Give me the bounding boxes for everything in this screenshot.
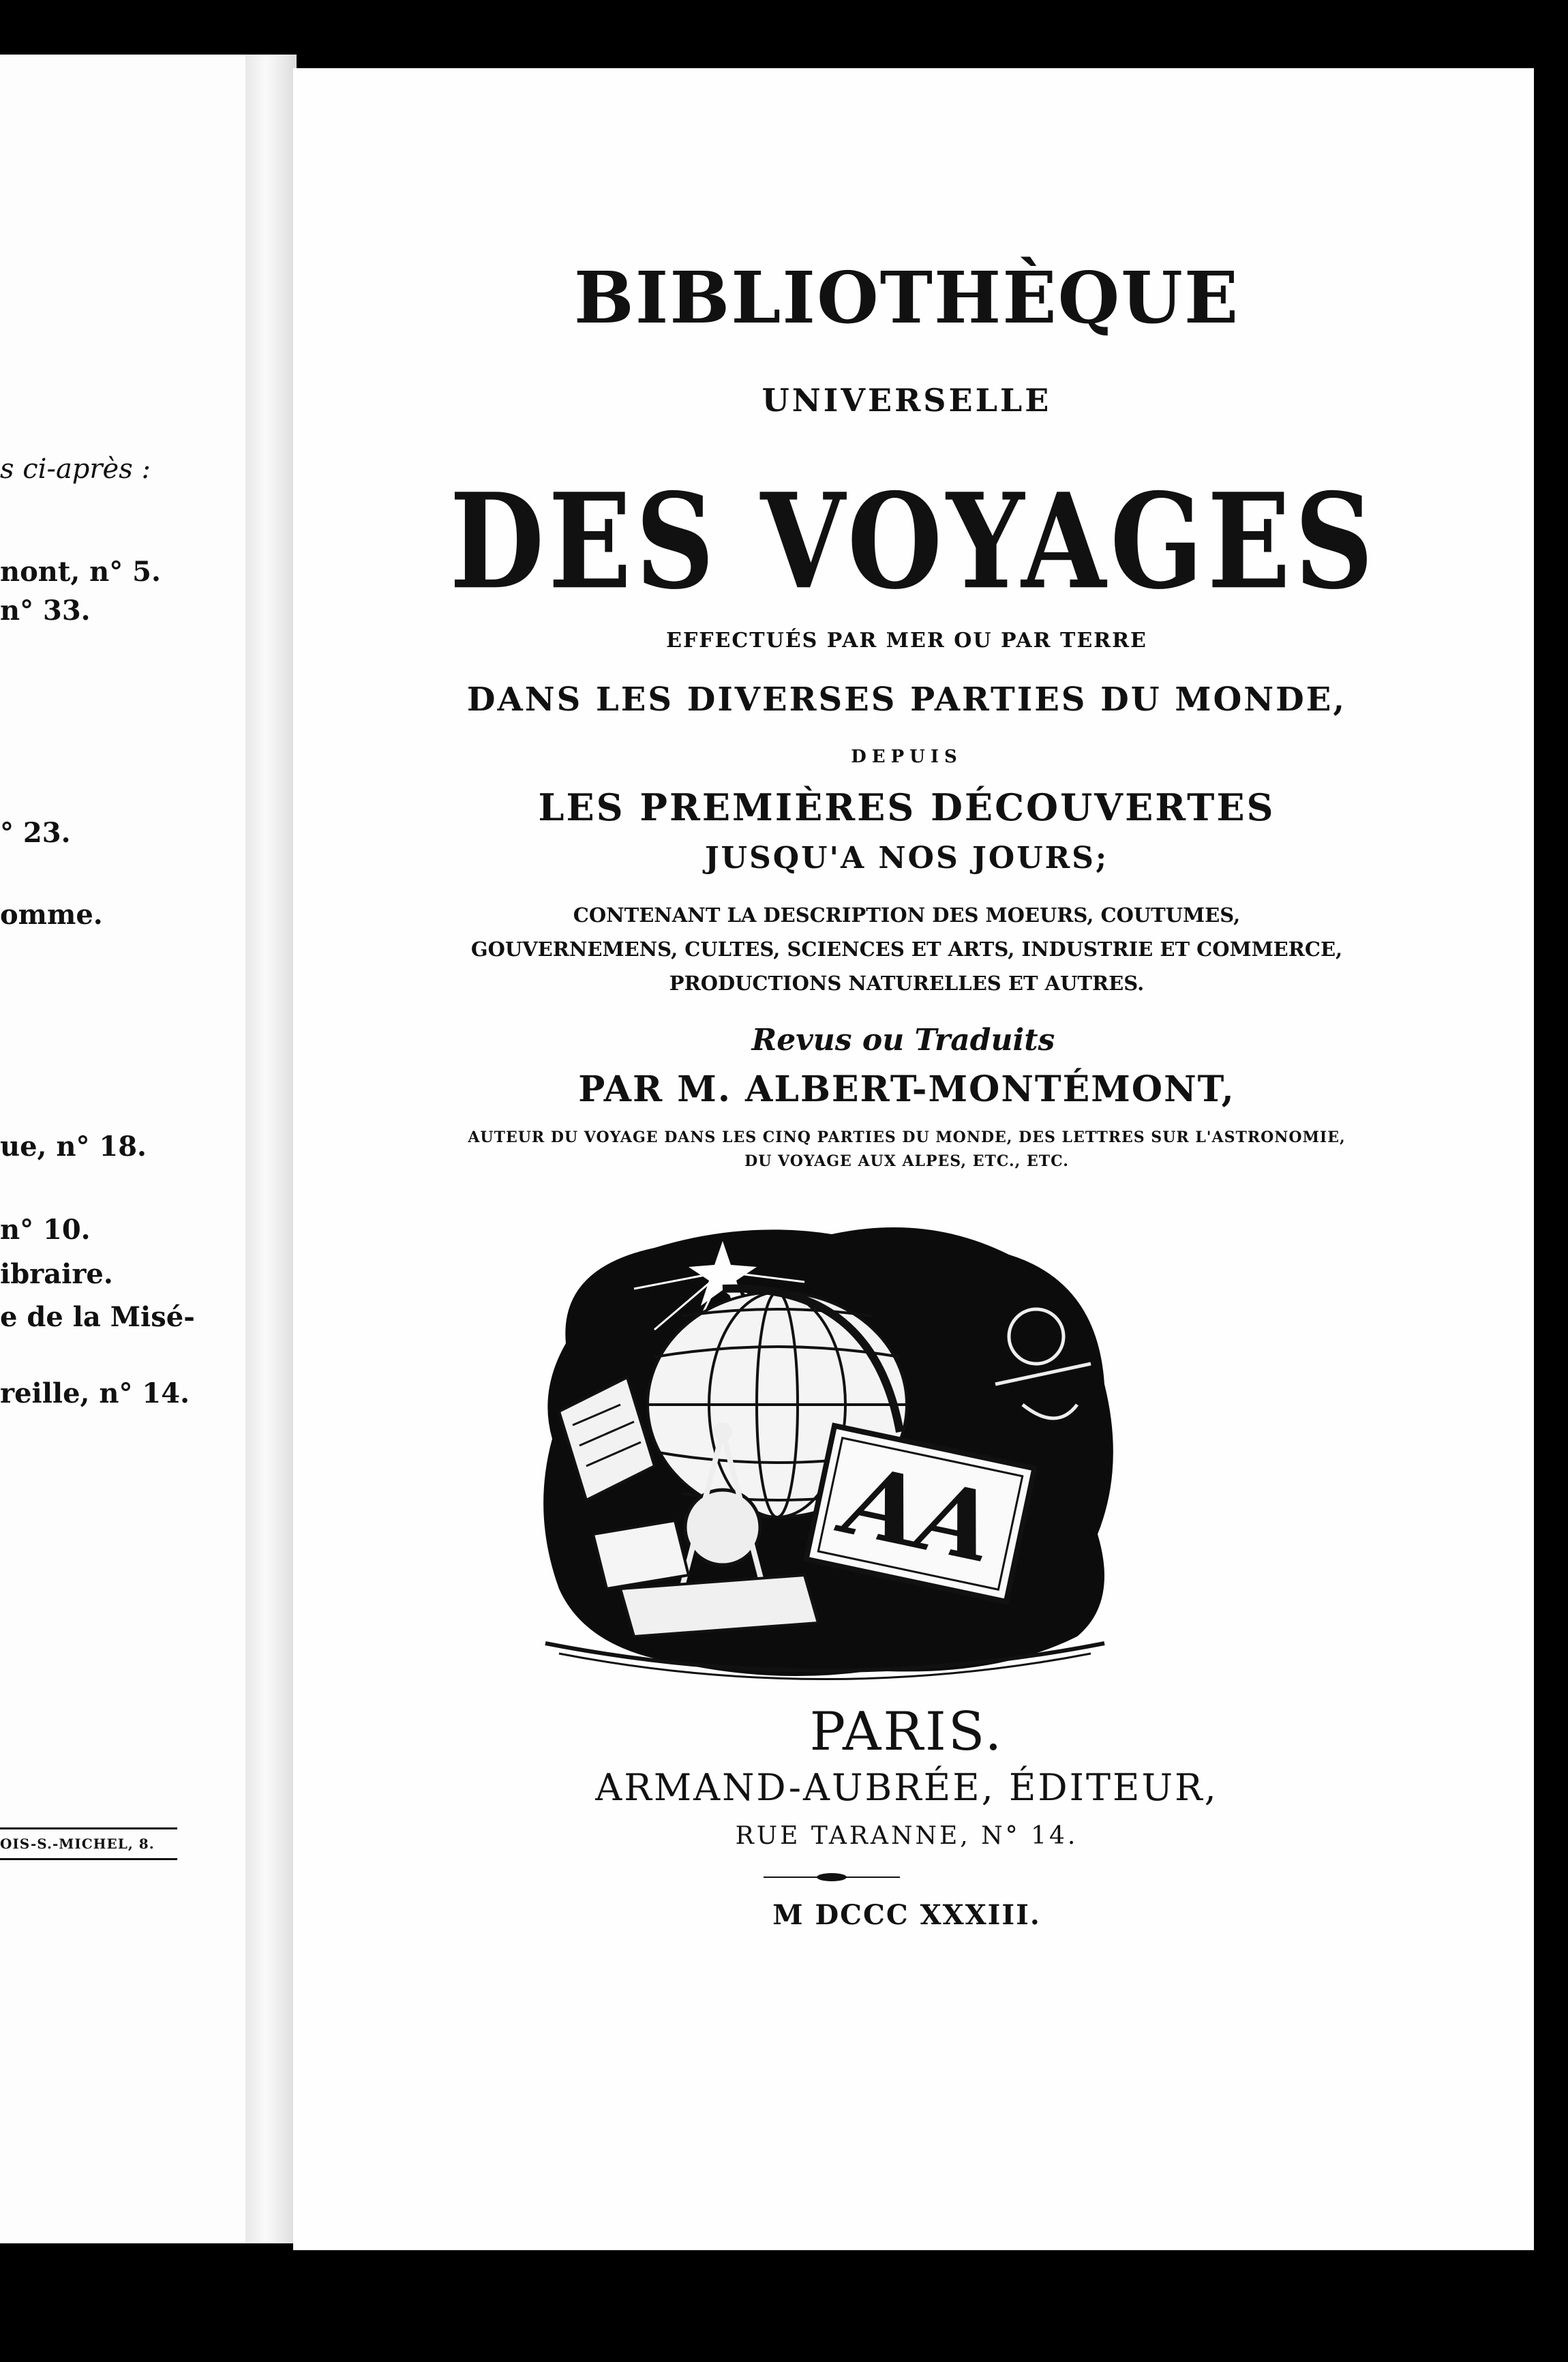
subtitle-premieres-decouvertes: LES PREMIÈRES DÉCOUVERTES bbox=[538, 786, 1276, 829]
title-bibliotheque: BIBLIOTHÈQUE bbox=[573, 256, 1240, 340]
subtitle-jusqua: JUSQU'A NOS JOURS; bbox=[704, 841, 1109, 876]
left-page-line: reille, n° 14. bbox=[0, 1377, 190, 1409]
imprint-address: RUE TARANNE, N° 14. bbox=[735, 1822, 1079, 1850]
left-page-line: omme. bbox=[0, 899, 103, 931]
left-page-line: ue, n° 18. bbox=[0, 1131, 147, 1163]
left-page-line: e de la Misé- bbox=[0, 1301, 195, 1333]
imprint-rule bbox=[0, 1858, 177, 1860]
author-note: DU VOYAGE AUX ALPES, ETC., ETC. bbox=[744, 1152, 1069, 1170]
contents-line: PRODUCTIONS NATURELLES ET AUTRES. bbox=[669, 972, 1145, 995]
imprint-publisher: ARMAND-AUBRÉE, ÉDITEUR, bbox=[595, 1766, 1218, 1809]
travel-vignette-illustration bbox=[518, 1207, 1132, 1698]
subtitle-diverses-parties: DANS LES DIVERSES PARTIES DU MONDE, bbox=[466, 681, 1347, 719]
left-page-line: ibraire. bbox=[0, 1258, 113, 1290]
imprint-rule bbox=[0, 1827, 177, 1829]
previous-page bbox=[0, 55, 252, 2243]
subtitle-depuis: DEPUIS bbox=[851, 747, 963, 767]
subtitle-effectues: EFFECTUÉS PAR MER OU PAR TERRE bbox=[666, 629, 1147, 653]
left-page-line: s ci-après : bbox=[0, 453, 151, 485]
imprint-place: PARIS. bbox=[809, 1701, 1004, 1763]
title-page bbox=[293, 68, 1534, 2250]
author-note: AUTEUR DU VOYAGE DANS LES CINQ PARTIES DU MONDE, DES LETTRES SUR L'ASTRONOMIE, bbox=[468, 1128, 1346, 1146]
ornament-rule bbox=[764, 1872, 900, 1883]
title-des-voyages: DES VOYAGES bbox=[449, 464, 1378, 618]
contents-line: CONTENANT LA DESCRIPTION DES MOEURS, COUTUMES, bbox=[573, 903, 1241, 927]
contents-line: GOUVERNEMENS, CULTES, SCIENCES ET ARTS, INDUSTRIE ET COMMERCE, bbox=[470, 938, 1343, 961]
left-page-line: ° 23. bbox=[0, 817, 71, 849]
revised-translated: Revus ou Traduits bbox=[751, 1023, 1055, 1058]
left-page-line: n° 10. bbox=[0, 1214, 91, 1246]
printer-imprint: OIS-S.-MICHEL, 8. bbox=[0, 1836, 155, 1852]
author-name: PAR M. ALBERT-MONTÉMONT, bbox=[578, 1068, 1235, 1110]
imprint-year: M DCCC XXXIII. bbox=[772, 1899, 1041, 1931]
left-page-line: n° 33. bbox=[0, 595, 91, 627]
vignette-monogram: AA bbox=[836, 1445, 1004, 1585]
title-universelle: UNIVERSELLE bbox=[762, 382, 1052, 419]
left-page-line: nont, n° 5. bbox=[0, 556, 161, 588]
